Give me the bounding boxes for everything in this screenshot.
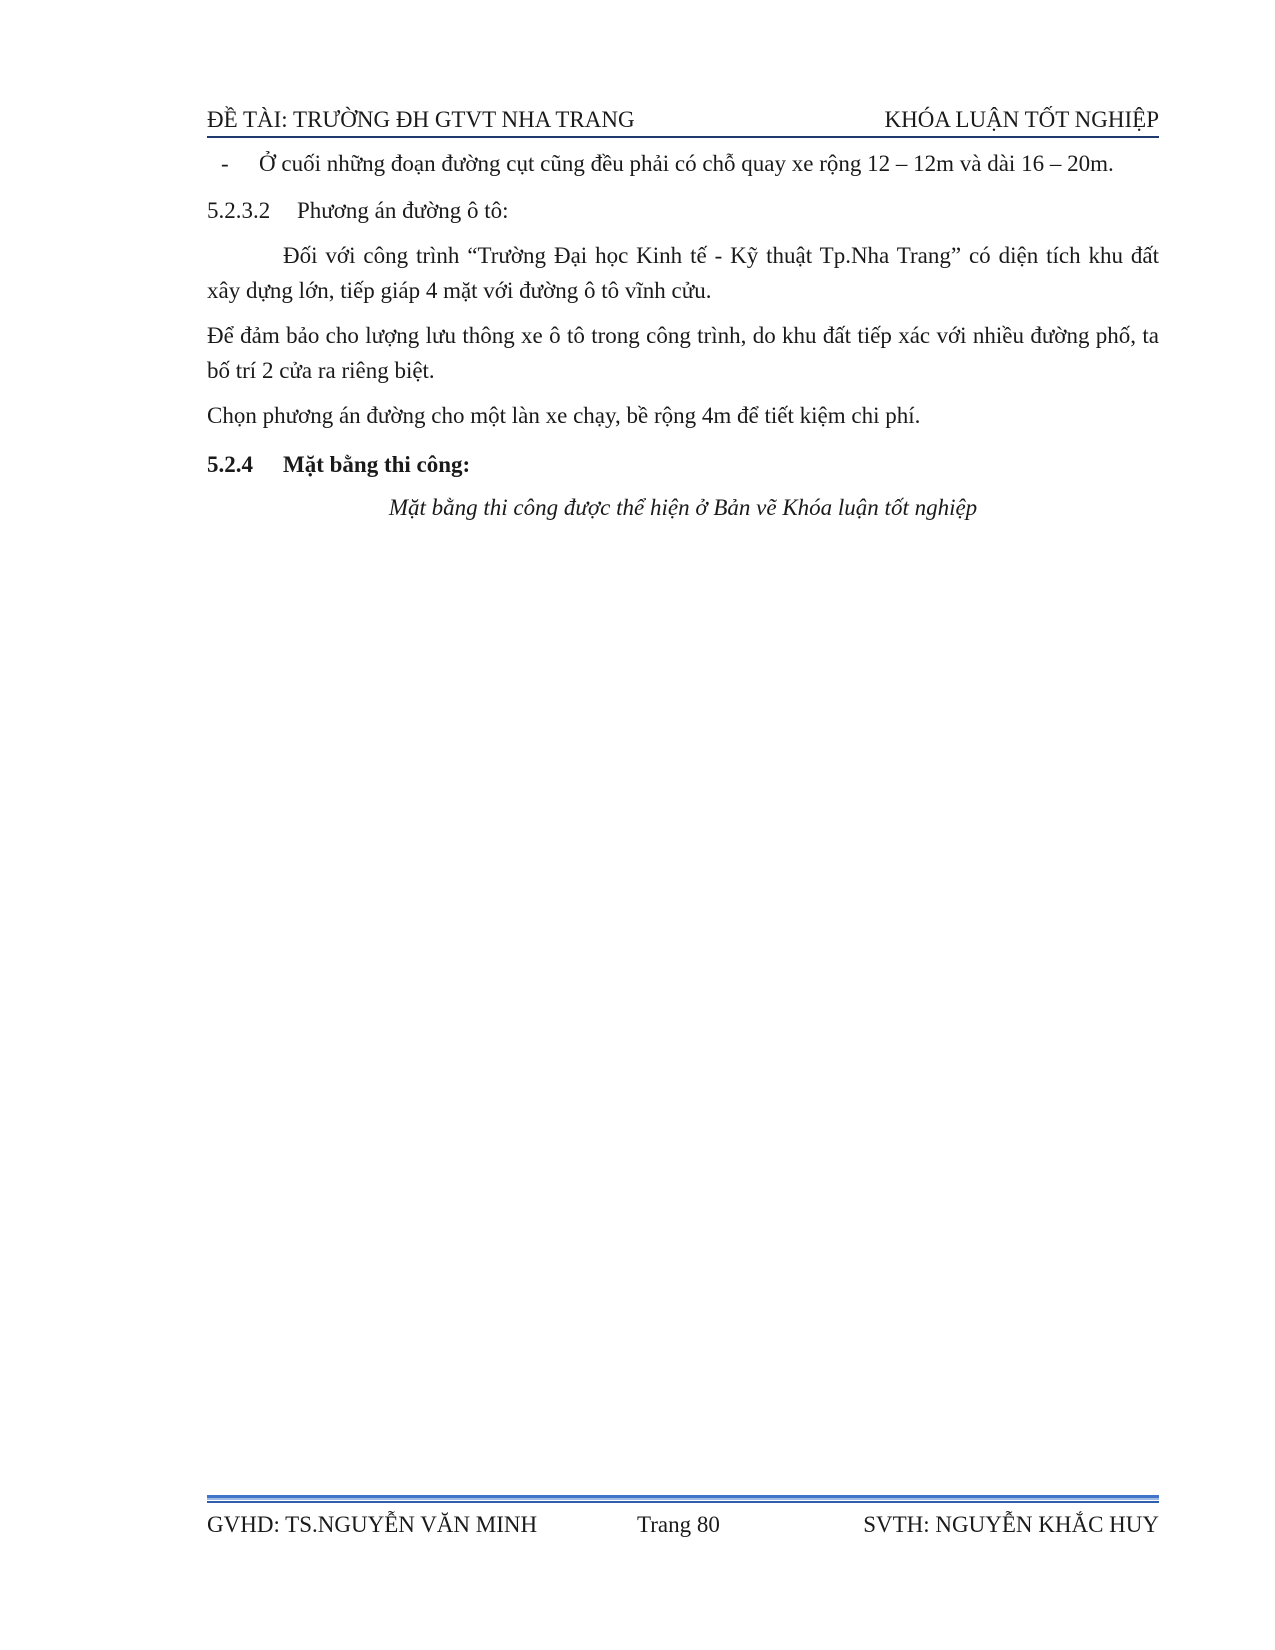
subsection-title: Phương án đường ô tô: — [297, 198, 509, 223]
page-number: Trang 80 — [637, 1512, 720, 1537]
header-topic: ĐỀ TÀI: TRƯỜNG ĐH GTVT NHA TRANG — [207, 107, 635, 132]
footer-divider — [207, 1495, 1159, 1500]
bullet-marker: - — [221, 151, 229, 176]
footer-student: SVTH: NGUYỄN KHẮC HUY — [863, 1512, 1159, 1537]
page-footer — [207, 1508, 1159, 1542]
header-doc-type: KHÓA LUẬN TỐT NGHIỆP — [884, 107, 1159, 132]
bullet-text: Ở cuối những đoạn đường cụt cũng đều phải có chỗ quay xe rộng 12 – 12m và dài 16 – 20m. — [259, 151, 1114, 176]
footer-divider-secondary — [207, 1501, 1159, 1503]
subsection-heading — [207, 193, 1159, 228]
page-header — [207, 104, 1159, 136]
drawing-reference-caption: Mặt bằng thi công được thể hiện ở Bản vẽ Khóa luận tốt nghiệp — [388, 495, 978, 520]
footer-supervisor: GVHD: TS.NGUYỄN VĂN MINH — [207, 1512, 538, 1537]
paragraph: Đối với công trình “Trường Đại học Kinh tế - Kỹ thuật Tp.Nha Trang” có diện tích khu đất xây dựng lớn, tiếp giáp 4 mặt với đường ô tô vĩnh cửu. — [207, 243, 1159, 303]
section-title: Mặt bằng thi công: — [283, 452, 471, 477]
section-number: 5.2.4 — [207, 452, 253, 477]
page-body — [207, 146, 1159, 525]
subsection-number: 5.2.3.2 — [207, 198, 271, 223]
header-divider — [207, 136, 1159, 138]
bullet-item — [207, 146, 1159, 181]
section-heading — [207, 447, 1159, 482]
paragraph: Để đảm bảo cho lượng lưu thông xe ô tô trong công trình, do khu đất tiếp xác với nhiều đường phố, ta bố trí 2 cửa ra riêng biệt. — [207, 323, 1159, 383]
paragraph: Chọn phương án đường cho một làn xe chạy, bề rộng 4m để tiết kiệm chi phí. — [207, 403, 921, 428]
